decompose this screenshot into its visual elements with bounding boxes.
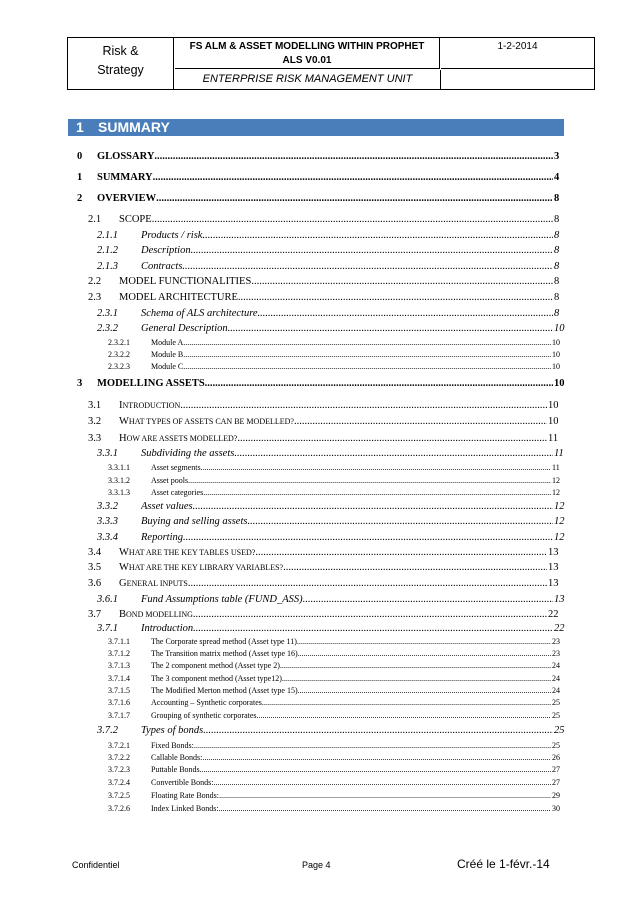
toc-leader-dots <box>213 778 551 787</box>
toc-entry-page: 25 <box>552 698 560 707</box>
toc-entry-number: 3.7.1.4 <box>108 674 130 683</box>
toc-leader-dots <box>237 433 547 444</box>
toc-entry-page: 8 <box>554 245 560 256</box>
toc-entry-page: 13 <box>548 547 559 558</box>
toc-entry-label: Module C <box>151 362 184 371</box>
toc-leader-dots <box>202 753 551 762</box>
toc-leader-dots <box>202 230 553 241</box>
toc-entry-page: 12 <box>554 516 565 527</box>
toc-entry-page: 24 <box>552 686 560 695</box>
toc-entry-page: 10 <box>548 400 559 411</box>
toc-entry-label: Accounting – Synthetic corporates <box>151 698 262 707</box>
toc-entry-number: 3.7.2 <box>97 725 118 736</box>
toc-entry-label: Schema of ALS architecture <box>141 308 258 319</box>
toc-entry-page: 27 <box>552 778 560 787</box>
toc-leader-dots <box>251 276 553 287</box>
toc-leader-dots <box>180 400 547 411</box>
toc-leader-dots <box>205 378 553 389</box>
toc-entry-label: The Transition matrix method (Asset type 16) <box>151 649 298 658</box>
toc-entry-number: 3.7.1.6 <box>108 698 130 707</box>
toc-entry-label: Index Linked Bonds: <box>151 804 219 813</box>
footer-created-date: Créé le 1-févr.-14 <box>457 857 550 871</box>
toc-entry-page: 22 <box>554 623 565 634</box>
toc-leader-dots <box>183 362 551 371</box>
toc-entry-number: 2.3.2 <box>97 323 118 334</box>
toc-entry-label: Callable Bonds: <box>151 753 203 762</box>
toc-leader-dots <box>200 765 551 774</box>
footer-confidential: Confidentiel <box>72 860 120 870</box>
toc-entry-number: 3.3.1.1 <box>108 463 130 472</box>
toc-leader-dots <box>203 725 553 736</box>
toc-entry-page: 3 <box>554 151 560 162</box>
toc-entry-page: 22 <box>548 609 559 620</box>
toc-leader-dots <box>183 532 553 543</box>
toc-entry-label: Fixed Bonds: <box>151 741 194 750</box>
toc-entry-page: 23 <box>552 649 560 658</box>
toc-leader-dots <box>298 649 551 658</box>
toc-leader-dots <box>280 661 551 670</box>
toc-leader-dots <box>156 193 553 204</box>
toc-entry-label: WHAT TYPES OF ASSETS CAN BE MODELLED? <box>119 416 294 427</box>
toc-entry-number: 3.7.2.3 <box>108 765 130 774</box>
toc-entry-label: Reporting <box>141 532 183 543</box>
toc-entry-page: 25 <box>552 711 560 720</box>
toc-entry-number: 0 <box>77 151 83 162</box>
toc-entry-label: BOND MODELLING <box>119 609 193 620</box>
toc-leader-dots <box>298 686 551 695</box>
toc-entry-page: 25 <box>554 725 565 736</box>
toc-leader-dots <box>238 292 553 303</box>
header-title <box>175 38 440 69</box>
toc-entry-page: 8 <box>554 193 560 204</box>
toc-entry-number: 3.4 <box>88 547 102 558</box>
toc-entry-number: 3 <box>77 378 83 389</box>
toc-entry-page: 29 <box>552 791 560 800</box>
toc-entry-label: Buying and selling assets <box>141 516 248 527</box>
header-unit: ENTERPRISE RISK MANAGEMENT UNIT <box>175 70 441 89</box>
toc-entry-label: Module B <box>151 350 184 359</box>
toc-entry-page: 10 <box>554 378 565 389</box>
toc-entry-label: Asset categories <box>151 488 204 497</box>
toc-entry-page: 11 <box>554 448 564 459</box>
toc-entry-page: 11 <box>552 463 560 472</box>
toc-entry-number: 3.7.1.3 <box>108 661 130 670</box>
toc-entry-label: Subdividing the assets <box>141 448 235 459</box>
toc-leader-dots <box>201 463 551 472</box>
toc-entry-number: 3.3.3 <box>97 516 118 527</box>
toc-entry-page: 27 <box>552 765 560 774</box>
toc-entry-page: 13 <box>548 578 559 589</box>
toc-entry-label: GLOSSARY <box>97 151 155 162</box>
toc-leader-dots <box>152 214 553 225</box>
toc-leader-dots <box>297 637 551 646</box>
toc-entry-number: 3.7.2.1 <box>108 741 130 750</box>
toc-entry-label: Grouping of synthetic corporates <box>151 711 257 720</box>
toc-entry-page: 11 <box>548 433 559 444</box>
toc-entry-label: Contracts <box>141 261 183 272</box>
toc-entry-label: Introduction <box>141 623 194 634</box>
toc-entry-number: 3.6 <box>88 578 102 589</box>
toc-entry-label: SCOPE <box>119 214 152 225</box>
toc-entry-number: 2.3.2.1 <box>108 338 130 347</box>
toc-entry-page: 12 <box>552 488 560 497</box>
toc-leader-dots <box>194 741 551 750</box>
toc-entry-label: Products / risk <box>141 230 203 241</box>
toc-leader-dots <box>219 791 551 800</box>
toc-entry-number: 3.7.1.5 <box>108 686 130 695</box>
section-heading <box>68 119 564 136</box>
toc-entry-label: OVERVIEW <box>97 193 157 204</box>
toc-entry-number: 3.3 <box>88 433 102 444</box>
toc-entry-page: 8 <box>554 308 560 319</box>
toc-leader-dots <box>153 172 553 183</box>
toc-entry-number: 3.3.4 <box>97 532 118 543</box>
toc-entry-page: 13 <box>548 562 559 573</box>
toc-entry-label: MODEL FUNCTIONALITIES <box>119 276 252 287</box>
toc-entry-label: WHAT ARE THE KEY TABLES USED? <box>119 547 256 558</box>
toc-entry-label: SUMMARY <box>97 172 153 183</box>
header-department-line1: Risk & <box>102 44 139 58</box>
toc-entry-number: 3.6.1 <box>97 594 118 605</box>
toc-entry-number: 2.3.1 <box>97 308 118 319</box>
toc-leader-dots <box>255 547 547 558</box>
toc-entry-label: Floating Rate Bonds: <box>151 791 219 800</box>
toc-entry-label: Asset segments <box>151 463 201 472</box>
toc-entry-number: 2.1.2 <box>97 245 118 256</box>
toc-entry-page: 12 <box>554 501 565 512</box>
toc-leader-dots <box>183 350 551 359</box>
toc-entry-number: 2.3.2.2 <box>108 350 130 359</box>
toc-entry-label: INTRODUCTION <box>119 400 181 411</box>
toc-leader-dots <box>303 594 553 605</box>
toc-leader-dots <box>193 623 553 634</box>
toc-entry-number: 3.3.2 <box>97 501 118 512</box>
header-title-line1: FS ALM & ASSET MODELLING WITHIN PROPHET <box>189 41 425 52</box>
toc-entry-page: 10 <box>552 350 560 359</box>
toc-entry-number: 3.7.1 <box>97 623 118 634</box>
toc-leader-dots <box>283 562 547 573</box>
toc-leader-dots <box>191 245 553 256</box>
toc-leader-dots <box>257 711 551 720</box>
toc-entry-page: 25 <box>552 741 560 750</box>
toc-leader-dots <box>228 323 553 334</box>
toc-leader-dots <box>234 448 553 459</box>
toc-entry-number: 3.3.1.3 <box>108 488 130 497</box>
toc-entry-number: 3.7.1.1 <box>108 637 130 646</box>
toc-entry-label: MODELLING ASSETS <box>97 378 205 389</box>
toc-entry-number: 3.3.1 <box>97 448 118 459</box>
header-department-line2: Strategy <box>97 63 144 77</box>
toc-entry-page: 8 <box>554 276 560 287</box>
toc-entry-label: Fund Assumptions table (FUND_ASS) <box>141 594 303 605</box>
toc-entry-number: 2.1.3 <box>97 261 118 272</box>
toc-entry-page: 10 <box>552 338 560 347</box>
toc-entry-label: The Corporate spread method (Asset type 11) <box>151 637 297 646</box>
toc-entry-label: Module A <box>151 338 184 347</box>
section-number: 1 <box>76 119 84 135</box>
toc-entry-number: 1 <box>77 172 83 183</box>
toc-leader-dots <box>258 308 553 319</box>
toc-entry-page: 8 <box>554 230 560 241</box>
toc-entry-number: 3.7 <box>88 609 102 620</box>
toc-entry-page: 12 <box>554 532 565 543</box>
toc-entry-page: 8 <box>554 292 560 303</box>
toc-entry-label: Description <box>141 245 191 256</box>
toc-entry-page: 8 <box>554 214 560 225</box>
toc-entry-number: 3.7.1.2 <box>108 649 130 658</box>
toc-entry-label: The 3 component method (Asset type12) <box>151 674 282 683</box>
toc-entry-page: 4 <box>554 172 560 183</box>
toc-entry-label: Puttable Bonds <box>151 765 200 774</box>
toc-entry-label: Types of bonds <box>141 725 204 736</box>
toc-entry-page: 10 <box>554 323 565 334</box>
toc-leader-dots <box>193 609 547 620</box>
toc-leader-dots <box>193 501 553 512</box>
toc-entry-label: Asset values <box>141 501 193 512</box>
footer-page-number: Page 4 <box>302 860 331 870</box>
toc-entry-number: 2.2 <box>88 276 102 287</box>
toc-entry-number: 3.7.2.4 <box>108 778 130 787</box>
toc-leader-dots <box>294 416 547 427</box>
toc-leader-dots <box>182 261 553 272</box>
toc-leader-dots <box>219 804 551 813</box>
page-header <box>67 37 595 90</box>
toc-entry-number: 3.7.2.5 <box>108 791 130 800</box>
toc-leader-dots <box>188 476 551 485</box>
header-department <box>68 38 174 89</box>
toc-entry-number: 2.3.2.3 <box>108 362 130 371</box>
toc-entry-number: 3.7.2.6 <box>108 804 130 813</box>
toc-entry-number: 3.3.1.2 <box>108 476 130 485</box>
toc-leader-dots <box>188 578 547 589</box>
toc-entry-page: 26 <box>552 753 560 762</box>
toc-entry-number: 3.7.2.2 <box>108 753 130 762</box>
toc-leader-dots <box>247 516 553 527</box>
toc-entry-label: The Modified Merton method (Asset type 15) <box>151 686 298 695</box>
toc-entry-label: The 2 component method (Asset type 2) <box>151 661 280 670</box>
toc-leader-dots <box>282 674 551 683</box>
toc-leader-dots <box>262 698 551 707</box>
toc-entry-label: GENERAL INPUTS <box>119 578 188 589</box>
toc-entry-number: 3.1 <box>88 400 102 411</box>
toc-entry-label: Convertible Bonds: <box>151 778 214 787</box>
section-title: SUMMARY <box>98 119 170 135</box>
toc-entry-label: General Description <box>141 323 228 334</box>
toc-entry-label: HOW ARE ASSETS MODELLED? <box>119 433 238 444</box>
toc-entry-page: 24 <box>552 661 560 670</box>
toc-entry-number: 3.5 <box>88 562 102 573</box>
toc-entry-label: WHAT ARE THE KEY LIBRARY VARIABLES? <box>119 562 284 573</box>
toc-entry-number: 2.1.1 <box>97 230 118 241</box>
toc-entry-page: 10 <box>552 362 560 371</box>
header-date: 1-2-2014 <box>441 38 594 69</box>
toc-entry-page: 8 <box>554 261 560 272</box>
toc-entry-page: 24 <box>552 674 560 683</box>
toc-leader-dots <box>183 338 551 347</box>
toc-entry-number: 2.1 <box>88 214 102 225</box>
toc-entry-page: 12 <box>552 476 560 485</box>
toc-entry-page: 30 <box>552 804 560 813</box>
toc-entry-number: 3.2 <box>88 416 102 427</box>
toc-entry-label: MODEL ARCHITECTURE <box>119 292 238 303</box>
header-title-line2: ALS V0.01 <box>282 55 332 66</box>
toc-entry-page: 13 <box>554 594 565 605</box>
toc-leader-dots <box>154 151 553 162</box>
toc-entry-number: 3.7.1.7 <box>108 711 130 720</box>
toc-entry-number: 2.3 <box>88 292 102 303</box>
toc-entry-label: Asset pools <box>151 476 189 485</box>
toc-entry-page: 23 <box>552 637 560 646</box>
toc-entry-page: 10 <box>548 416 559 427</box>
toc-leader-dots <box>203 488 551 497</box>
toc-entry-number: 2 <box>77 193 83 204</box>
